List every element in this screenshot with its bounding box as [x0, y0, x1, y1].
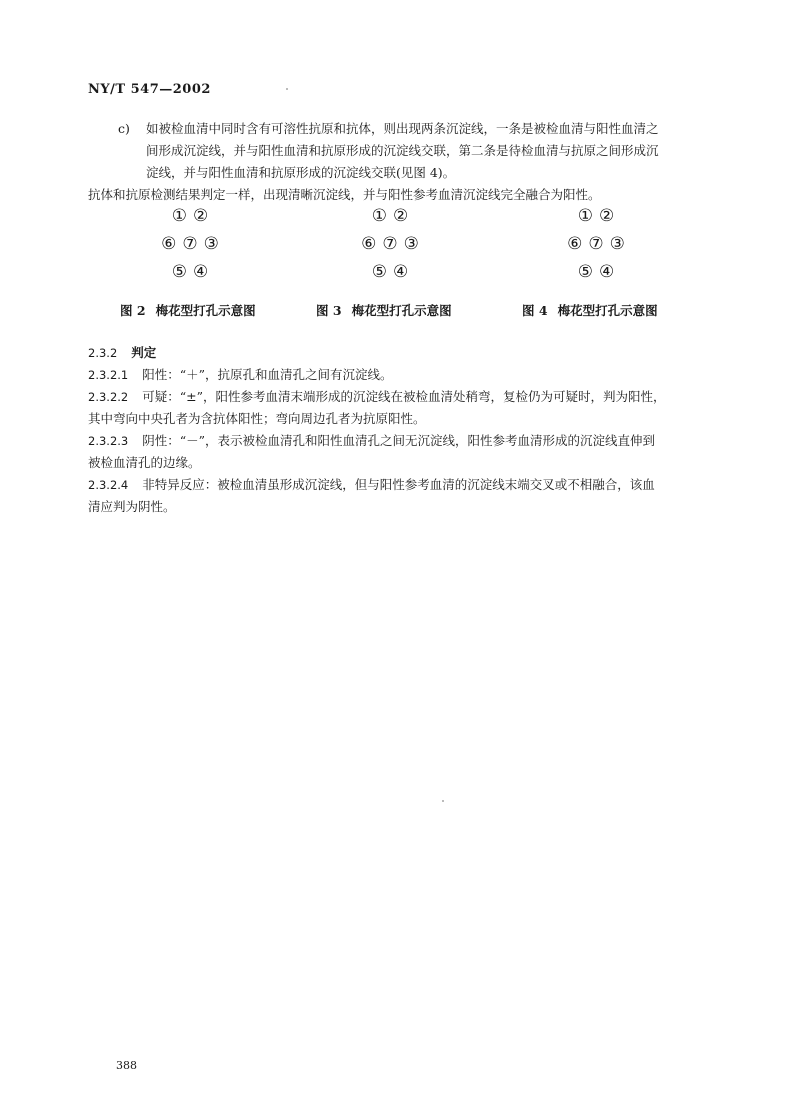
figure-2-diagram — [126, 202, 256, 286]
hole-label: ⑤ — [171, 262, 189, 282]
summary-line: 抗体和抗原检测结果判定一样，出现清晰沉淀线，并与阳性参考血清沉淀线完全融合为阳性。 — [88, 187, 601, 202]
hole-label: ④ — [599, 262, 617, 282]
hole-label: ④ — [393, 262, 411, 282]
clause — [88, 386, 666, 408]
hole-label: ③ — [203, 234, 221, 254]
hole-label: ⑥ — [161, 234, 179, 254]
clause-text: 非特异反应：被检血清虽形成沉淀线，但与阳性参考血清的沉淀线末端交叉或不相融合，该血 — [142, 477, 655, 492]
item-c-line: 淀线，并与阳性血清和抗原形成的沉淀线交联(见图 4)。 — [146, 165, 456, 180]
caption-number: 图 2 — [120, 303, 146, 318]
hole-row — [326, 258, 456, 286]
page-number: 388 — [116, 1059, 137, 1072]
hole-label: ⑦ — [588, 234, 606, 254]
figure-3-caption — [316, 301, 452, 319]
hole-row — [126, 230, 256, 258]
hole-label: ① — [577, 206, 595, 226]
hole-row — [532, 202, 662, 230]
clause-continuation: 其中弯向中央孔者为含抗体阳性；弯向周边孔者为抗原阳性。 — [88, 411, 426, 426]
scan-speck — [286, 88, 288, 90]
caption-text: 梅花型打孔示意图 — [351, 303, 452, 318]
clause-code: 2.3.2.4 — [88, 478, 129, 492]
hole-label: ② — [193, 206, 211, 226]
hole-label: ① — [171, 206, 189, 226]
hole-label: ⑦ — [382, 234, 400, 254]
caption-text: 梅花型打孔示意图 — [557, 303, 658, 318]
caption-text: 梅花型打孔示意图 — [155, 303, 256, 318]
hole-label: ⑦ — [182, 234, 200, 254]
hole-label: ③ — [609, 234, 627, 254]
clause-code: 2.3.2.1 — [88, 368, 129, 382]
standard-id: NY/T 547—2002 — [88, 82, 211, 97]
clause-continuation: 清应判为阴性。 — [88, 499, 176, 514]
item-c-label: c) — [118, 121, 130, 136]
section-heading — [88, 342, 156, 364]
hole-label: ⑤ — [371, 262, 389, 282]
hole-row — [532, 258, 662, 286]
hole-row — [532, 230, 662, 258]
clause-code: 2.3.2.3 — [88, 434, 129, 448]
section-code: 2.3.2 — [88, 346, 118, 360]
figure-3-diagram — [326, 202, 456, 286]
clause-code: 2.3.2.2 — [88, 390, 129, 404]
hole-label: ② — [393, 206, 411, 226]
figure-4-caption — [522, 301, 658, 319]
item-c-line: 如被检血清中同时含有可溶性抗原和抗体，则出现两条沉淀线，一条是被检血清与阳性血清之 — [146, 121, 659, 136]
item-c-line: 间形成沉淀线，并与阳性血清和抗原形成的沉淀线交联，第二条是待检血清与抗原之间形成沉 — [146, 143, 659, 158]
clause-text: 可疑：“±”，阳性参考血清末端形成的沉淀线在被检血清处稍弯，复检仍为可疑时，判为阳性， — [142, 389, 666, 404]
hole-row — [326, 202, 456, 230]
hole-label: ⑥ — [361, 234, 379, 254]
clause-text: 阳性：“＋”，抗原孔和血清孔之间有沉淀线。 — [142, 367, 393, 382]
section-title: 判定 — [131, 345, 157, 360]
scan-speck — [442, 800, 444, 802]
figure-2-caption — [120, 301, 256, 319]
clause-continuation: 被检血清孔的边缘。 — [88, 455, 201, 470]
hole-label: ② — [599, 206, 617, 226]
figure-4-diagram — [532, 202, 662, 286]
hole-row — [126, 202, 256, 230]
clause — [88, 474, 655, 496]
clause — [88, 364, 393, 386]
hole-label: ① — [371, 206, 389, 226]
caption-number: 图 4 — [522, 303, 548, 318]
hole-label: ⑥ — [567, 234, 585, 254]
clause — [88, 430, 655, 452]
clause-text: 阴性：“－”，表示被检血清孔和阳性血清孔之间无沉淀线，阳性参考血清形成的沉淀线直伸到 — [142, 433, 656, 448]
hole-label: ③ — [403, 234, 421, 254]
hole-label: ⑤ — [577, 262, 595, 282]
hole-row — [126, 258, 256, 286]
hole-row — [326, 230, 456, 258]
caption-number: 图 3 — [316, 303, 342, 318]
hole-label: ④ — [193, 262, 211, 282]
